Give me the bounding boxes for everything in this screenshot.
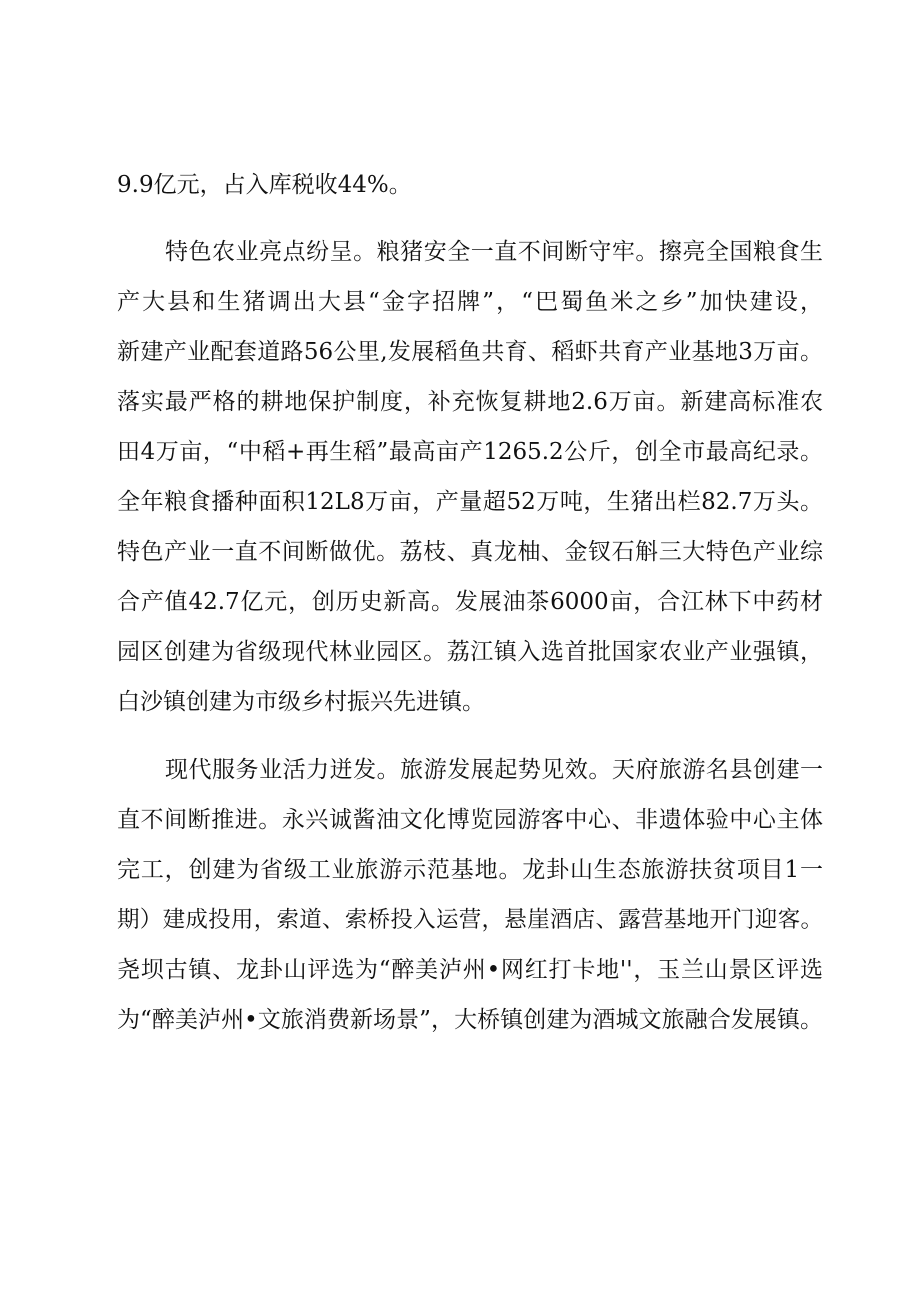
text-line-17: 为“醉美泸州•文旅消费新场景”，大桥镇创建为酒城文旅融合发展镇。 (117, 1007, 823, 1033)
text-line-9: 合产值42.7亿元，创历史新高。发展油茶6000亩，合江林下中药材 (117, 589, 823, 615)
text-line-5: 落实最严格的耕地保护制度，补充恢复耕地2.6万亩。新建高标准农 (117, 389, 823, 415)
text-line-14: 完工，创建为省级工业旅游示范基地。龙卦山生态旅游扶贫项目1一 (117, 857, 823, 883)
text-line-15: 期）建成投用，索道、索桥投入运营，悬崖酒店、露营基地开门迎客。 (117, 907, 823, 933)
text-line-10: 园区创建为省级现代林业园区。荔江镇入选首批国家农业产业强镇， (117, 639, 823, 665)
text-line-6: 田4万亩，“中稻+再生稻”最高亩产1265.2公斤，创全市最高纪录。 (117, 439, 823, 465)
text-line-7: 全年粮食播种面积12L8万亩，产量超52万吨，生猪出栏82.7万头。 (117, 489, 823, 515)
text-line-4: 新建产业配套道路56公里,发展稻鱼共育、稻虾共育产业基地3万亩。 (117, 339, 823, 365)
text-line-11: 白沙镇创建为市级乡村振兴先进镇。 (117, 689, 485, 715)
text-line-8: 特色产业一直不间断做优。荔枝、真龙柚、金钗石斛三大特色产业综 (117, 539, 823, 565)
text-line-1: 9.9亿元，占入库税收44%。 (117, 172, 412, 198)
text-line-16: 尧坝古镇、龙卦山评选为“醉美泸州•网红打卡地''，玉兰山景区评选 (117, 957, 823, 983)
text-line-13: 直不间断推进。永兴诚酱油文化博览园游客中心、非遗体验中心主体 (117, 807, 823, 833)
text-line-2: 特色农业亮点纷呈。粮猪安全一直不间断守牢。擦亮全国粮食生 (165, 239, 823, 265)
text-line-12: 现代服务业活力迸发。旅游发展起势见效。天府旅游名县创建一 (165, 757, 823, 783)
text-line-3: 产大县和生猪调出大县“金字招牌”，“巴蜀鱼米之乡”加快建设， (117, 289, 823, 315)
